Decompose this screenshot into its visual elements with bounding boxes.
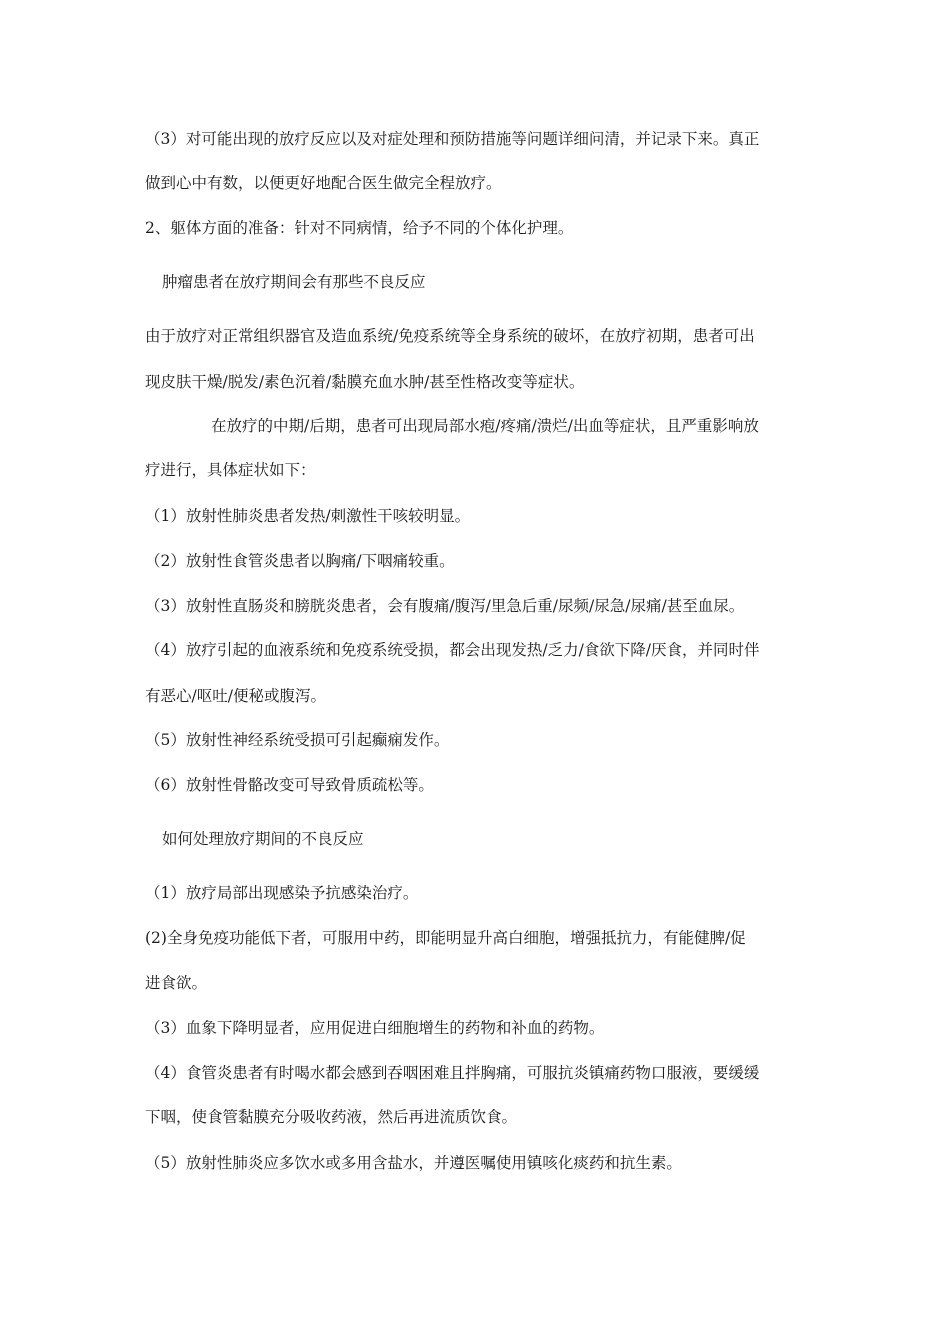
list-item: （1）放射性肺炎患者发热/刺激性干咳较明显。 — [145, 507, 471, 525]
list-item: （5）放射性肺炎应多饮水或多用含盐水，并遵医嘱使用镇咳化痰药和抗生素。 — [145, 1154, 682, 1172]
list-item: （3）血象下降明显者，应用促进白细胞增生的药物和补血的药物。 — [145, 1019, 605, 1037]
list-item: （1）放疗局部出现感染予抗感染治疗。 — [145, 884, 419, 902]
list-item: （5）放射性神经系统受损可引起癫痫发作。 — [145, 731, 450, 749]
text-line: 由于放疗对正常组织器官及造血系统/免疫系统等全身系统的破坏，在放疗初期，患者可出 — [145, 327, 755, 345]
text-line: 进食欲。 — [145, 974, 208, 992]
list-item: （4）放疗引起的血液系统和免疫系统受损，都会出现发热/乏力/食欲下降/厌食，并同时伴 — [145, 641, 760, 659]
list-item: （4）食管炎患者有时喝水都会感到吞咽困难且拌胸痛，可服抗炎镇痛药物口服液，要缓缓 — [145, 1064, 760, 1082]
section-heading: 肿瘤患者在放疗期间会有那些不良反应 — [162, 273, 426, 291]
list-item: (2)全身免疫功能低下者，可服用中药，即能明显升高白细胞，增强抵抗力，有能健脾/促 — [145, 929, 746, 947]
list-item: （2）放射性食管炎患者以胸痛/下咽痛较重。 — [145, 552, 455, 570]
text-line: 有恶心/呕吐/便秘或腹泻。 — [145, 687, 326, 705]
list-item: （6）放射性骨骼改变可导致骨质疏松等。 — [145, 776, 434, 794]
text-line: 下咽，使食管黏膜充分吸收药液，然后再进流质饮食。 — [145, 1108, 518, 1126]
text-line: 做到心中有数，以便更好地配合医生做完全程放疗。 — [145, 174, 502, 192]
text-line: 现皮肤干燥/脱发/素色沉着/黏膜充血水肿/甚至性格改变等症状。 — [145, 373, 585, 391]
text-line: （3）对可能出现的放疗反应以及对症处理和预防措施等问题详细问清，并记录下来。真正 — [145, 130, 760, 148]
list-item: （3）放射性直肠炎和膀胱炎患者，会有腹痛/腹泻/里急后重/尿频/尿急/尿痛/甚至血尿。 — [145, 597, 745, 615]
text-line: 2、躯体方面的准备：针对不同病情，给予不同的个体化护理。 — [145, 219, 574, 237]
text-line: 疗进行，具体症状如下： — [145, 461, 316, 479]
section-heading: 如何处理放疗期间的不良反应 — [162, 830, 364, 848]
text-line: 在放疗的中期/后期，患者可出现局部水疱/疼痛/溃烂/出血等症状，且严重影响放 — [211, 417, 759, 435]
